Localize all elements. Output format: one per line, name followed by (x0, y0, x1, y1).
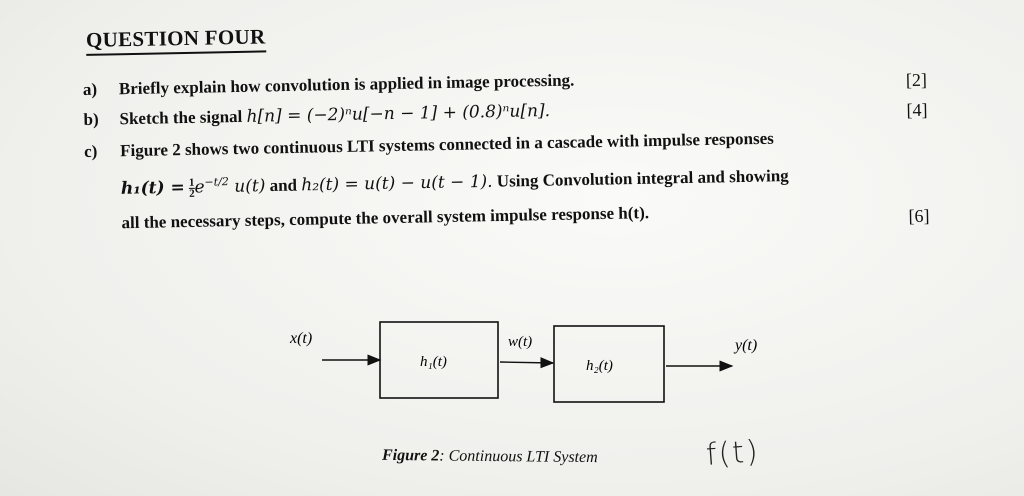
question-heading: QUESTION FOUR (86, 24, 266, 55)
h2-definition: h₂(t) = u(t) − u(t − 1). (301, 171, 493, 196)
question-b-formula: h[n] = (−2)ⁿu[−n − 1] + (0.8)ⁿu[n]. (246, 100, 551, 127)
h1-step: u(t) (228, 176, 266, 197)
exp-power: −t/2 (204, 175, 229, 189)
middle-arrow (500, 362, 553, 363)
question-c-line2-rest: Using Convolution integral and showing (492, 166, 789, 191)
question-c-line3: all the necessary steps, compute the overall system impulse response h(t). (121, 203, 650, 233)
figure-caption-label: Figure 2 (381, 446, 440, 465)
output-label: y(t) (735, 337, 758, 354)
question-c-label: c) (83, 141, 98, 161)
question-c-line1: Figure 2 shows two continuous LTI systems connected in a cascade with impulse responses (119, 128, 774, 161)
question-b-label: b) (83, 109, 99, 129)
handwritten-note: f(t) (704, 434, 761, 473)
question-a-text: Briefly explain how convolution is applied in image processing. (118, 70, 575, 99)
and-text: and (265, 175, 302, 196)
h1-definition: h₁(t) = (120, 177, 185, 199)
figure-caption-text: : Continuous LTI System (439, 447, 598, 467)
figure-caption (382, 447, 598, 467)
exp-base: e (194, 177, 205, 198)
h2-block-label: h₂(t) (586, 358, 613, 374)
question-c-mark: [6] (908, 205, 930, 227)
h1-block-label: h₁(t) (420, 354, 447, 370)
middle-signal-label: w(t) (508, 334, 533, 350)
input-label: x(t) (290, 330, 313, 347)
half-fraction: $\frac{1}{2}$ (188, 177, 195, 201)
question-b-mark: [4] (906, 99, 928, 121)
question-a-label: a) (82, 79, 98, 99)
question-a-mark: [2] (905, 69, 928, 91)
question-b-text: Sketch the signal (119, 106, 247, 129)
